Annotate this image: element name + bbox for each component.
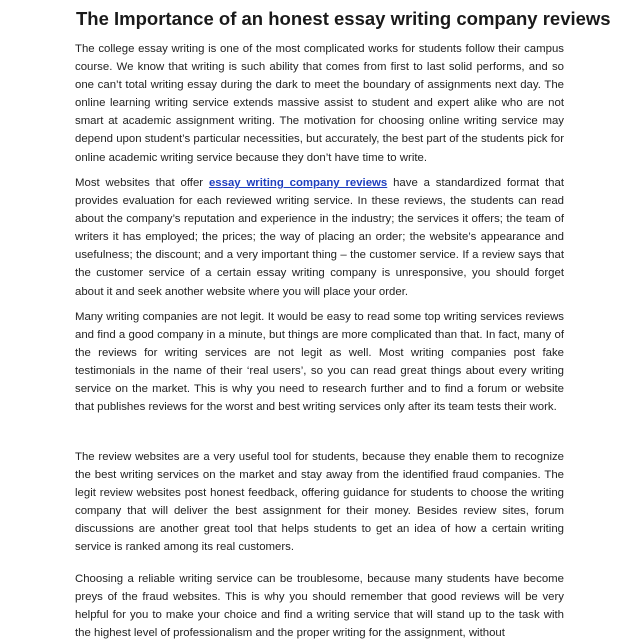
essay-reviews-link[interactable]: essay writing company reviews	[208, 177, 388, 189]
paragraph-2-lead: Most websites that offer	[75, 177, 209, 189]
paragraph-2	[75, 174, 564, 301]
paragraph-4: The review websites are a very useful tool for students, because they enable them to recognize the best writing services on the market and stay away from the identified fraud companies. The legit review websites post honest feedback, offering guidance for students to choose the writing company that will deliver the best assignment for their money. Besides review sites, forum discussions are another great tool that helps students to get an idea of how a certain writing service is ranked among its real customers.	[75, 451, 564, 554]
paragraph-2-rest: have a standardized format that provides evaluation for each reviewed writing service. In these reviews, the students can read about the company’s reputation and experience in the industry; the services it offers; the team of writers it has employed; the prices; the way of placing an order; the website’s appearance and usefulness; the discount; and a very important thing – the customer service. If a review says that the customer service of a certain essay writing company is unresponsive, you should forget about it and seek another website where you will place your order.	[75, 177, 564, 298]
page-title: The Importance of an honest essay writing company reviews	[76, 8, 611, 29]
paragraph-3: Many writing companies are not legit. It would be easy to read some top writing services reviews and find a good company in a minute, but things are more complicated than that. In fact, many of the reviews for writing services are not legit as well. Most writing companies post fake testimonials in the name of their ‘real users’, so you can read great things about every writing service on the market. This is why you need to research further and to find a forum or website that publishes reviews for the worst and best writing services only after its team tests their work.	[75, 311, 564, 414]
paragraph-1: The college essay writing is one of the most complicated works for students follow their campus course. We know that writing is such ability that comes from first to last solid performs, and so one can’t total writing essay during the dark to meet the boundary of assignments next day. The online learning writing service extends massive assist to student and expert alike who are not smart at academic assignment writing. The motivation for choosing online writing service may depend upon student’s particular necessities, but accurately, the best part of the students pick for online academic writing service because they don’t have time to write.	[75, 43, 564, 164]
paragraph-5: Choosing a reliable writing service can be troublesome, because many students have become preys of the fraud websites. This is why you should remember that good reviews will be very helpful for you to make your choice and find a writing service that will stand up to the task with the highest level of professionalism and the proper writing for the assignment, without	[75, 573, 564, 640]
